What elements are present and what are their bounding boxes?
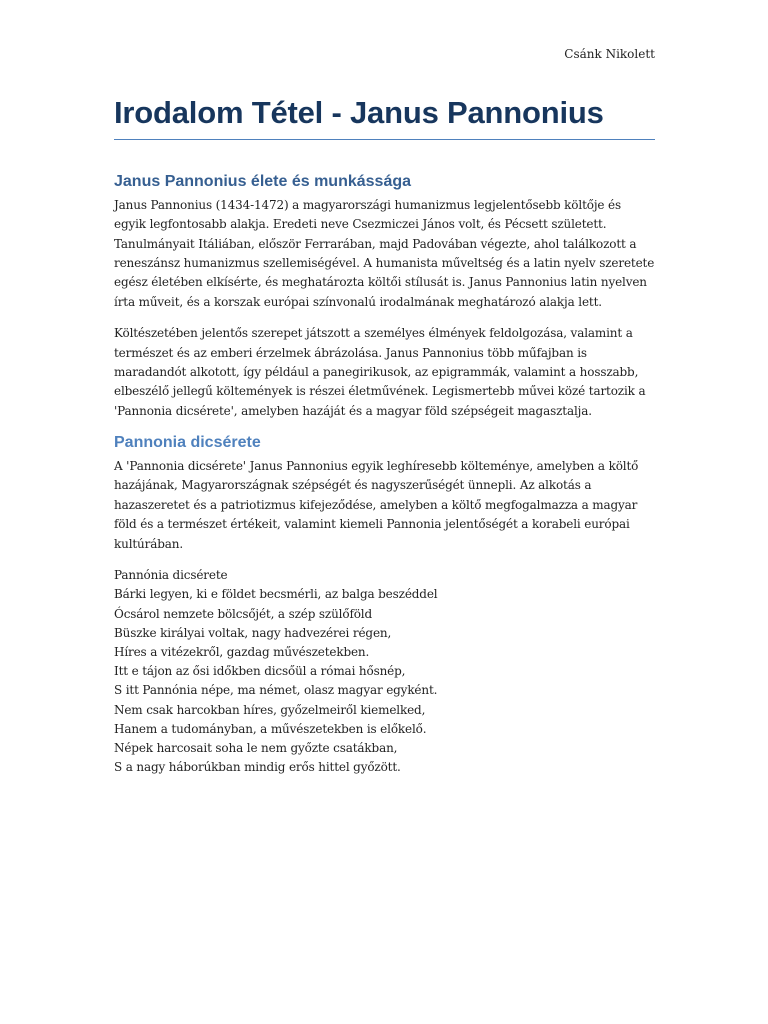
- poem-line: Híres a vitézekről, gazdag művészetekben.: [114, 644, 370, 659]
- poem-line: S a nagy háborúkban mindig erős hittel győzött.: [114, 760, 401, 775]
- section-pannonia: [114, 433, 655, 777]
- title-block: [114, 94, 655, 140]
- poem-line: Büszke királyai voltak, nagy hadvezérei régen,: [114, 625, 392, 640]
- poem-line: Itt e tájon az ősi időkben dicsőül a római hősnép,: [114, 664, 406, 679]
- poem-line: Hanem a tudományban, a művészetekben is előkelő.: [114, 721, 427, 736]
- poem-line: Ócsárol nemzete bölcsőjét, a szép szülőföld: [114, 606, 373, 621]
- poem-line: Nem csak harcokban híres, győzelmeiről kiemelked,: [114, 702, 426, 717]
- poem-title: Pannónia dicsérete: [114, 568, 228, 583]
- section-heading: Janus Pannonius élete és munkássága: [114, 173, 412, 190]
- poem: [114, 566, 655, 777]
- poem-line: Népek harcosait soha le nem győzte csatákban,: [114, 740, 398, 755]
- body-paragraph: Janus Pannonius (1434-1472) a magyarországi humanizmus legjelentősebb költője és egyik legfontosabb alakja. Eredeti neve Csezmiczei János volt, és Pécsett született. Tanulmányait Itáliában, először Ferrarában, majd Padovában végezte, ahol találkozott a reneszánsz humanizmus szellemiségével. A humanista műveltség és a latin nyelv szeretete egész életében elkísérte, és meghatározta költői stílusát is. Janus Pannonius latin nyelven írta műveit, és a korszak európai színvonalú irodalmának meghatározó alakja lett.: [114, 197, 655, 309]
- document-body: [114, 172, 655, 777]
- section-heading: Pannonia dicsérete: [114, 434, 261, 452]
- poem-line: S itt Pannónia népe, ma német, olasz magyar egyként.: [114, 683, 438, 698]
- body-paragraph: Költészetében jelentős szerepet játszott a személyes élmények feldolgozása, valamint a természet és az emberi érzelmek ábrázolása. Janus Pannonius több műfajban is maradandót alkotott, így például a panegirikusok, az epigrammák, valamint a hosszabb, elbeszélő jellegű költemények is részei életművének. Legismertebb művei közé tartozik a 'Pannonia dicsérete', amelyben hazáját és a magyar föld szépségeit magasztalja.: [114, 326, 646, 418]
- section-life-and-work: [114, 172, 655, 421]
- poem-line: Bárki legyen, ki e földet becsmérli, az balga beszéddel: [114, 587, 438, 602]
- body-paragraph: A 'Pannonia dicsérete' Janus Pannonius egyik leghíresebb költeménye, amelyben a költő hazájának, Magyarországnak szépségét és nagyszerűségét ünnepli. Az alkotás a hazaszeretet és a patriotizmus kifejeződése, amelyben a költő megfogalmazza a magyar föld és a természet értékeit, valamint kiemeli Pannonia jelentőségét a korabeli európai kultúrában.: [114, 459, 639, 551]
- document-title: Irodalom Tétel - Janus Pannonius: [114, 94, 655, 140]
- header-author: Csánk Nikolett: [564, 47, 655, 61]
